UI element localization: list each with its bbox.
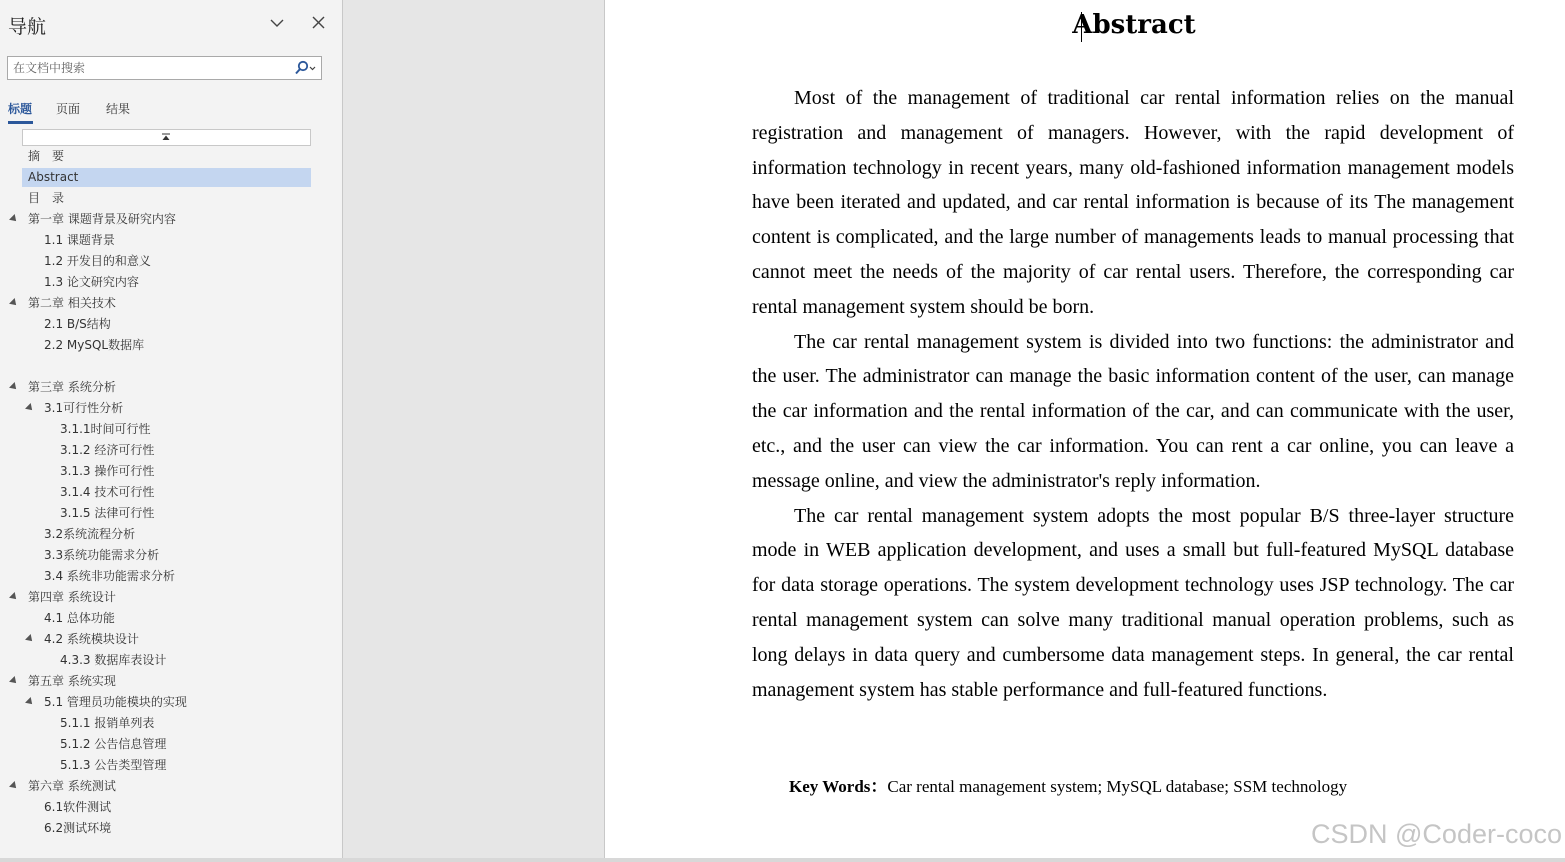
watermark: CSDN @Coder-coco: [1311, 819, 1562, 849]
toc-item-label: 第五章 系统实现: [28, 674, 116, 688]
nav-pane-title: 导航: [8, 16, 47, 38]
nav-close-button[interactable]: [308, 12, 330, 34]
toc-item[interactable]: [22, 294, 311, 313]
toc-item[interactable]: [22, 504, 311, 523]
toc-item[interactable]: [22, 546, 311, 565]
toc-item[interactable]: [22, 567, 311, 586]
toc-item[interactable]: [22, 651, 311, 670]
expand-triangle-icon[interactable]: [9, 592, 19, 602]
toc-item-label: 1.3 论文研究内容: [44, 275, 139, 289]
toc-item[interactable]: [22, 693, 311, 712]
toc-item-label: 5.1.3 公告类型管理: [60, 758, 167, 772]
toc-item-label: 5.1 管理员功能模块的实现: [44, 695, 187, 709]
toc-item[interactable]: [22, 315, 311, 334]
toc-item-label: 第一章 课题背景及研究内容: [28, 212, 176, 226]
keywords-line: [789, 772, 1347, 797]
toc-item[interactable]: [22, 378, 311, 397]
toc-item[interactable]: [22, 420, 311, 439]
toc-item[interactable]: [22, 756, 311, 775]
toc-item-label: 第四章 系统设计: [28, 590, 116, 604]
toc-item-label: Abstract: [28, 170, 79, 184]
toc-item-label: 3.1可行性分析: [44, 401, 124, 415]
toc-item[interactable]: [22, 630, 311, 649]
toc-item-label: 3.3系统功能需求分析: [44, 548, 160, 562]
toc-item-label: 5.1.2 公告信息管理: [60, 737, 167, 751]
toc-item-label: 6.2测试环境: [44, 821, 112, 835]
toc-item[interactable]: [22, 210, 311, 229]
toc-item-label: 4.2 系统模块设计: [44, 632, 139, 646]
toc-item[interactable]: [22, 777, 311, 796]
toc-item[interactable]: [22, 819, 311, 838]
expand-triangle-icon[interactable]: [25, 403, 35, 413]
toc-item-label: 2.2 MySQL数据库: [44, 338, 145, 352]
toc-item[interactable]: [22, 483, 311, 502]
tab-active-indicator: [8, 121, 33, 124]
toc-item-label: 摘 要: [28, 149, 65, 163]
tab-pages[interactable]: 页面: [56, 102, 81, 116]
keywords-text: Car rental management system; MySQL database; SSM technology: [887, 777, 1348, 796]
toc-item[interactable]: [22, 735, 311, 754]
toc-item[interactable]: [22, 252, 311, 271]
toc-item-label: 第三章 系统分析: [28, 380, 116, 394]
toc-item-label: 5.1.1 报销单列表: [60, 716, 155, 730]
toc-item-label: 1.2 开发目的和意义: [44, 254, 151, 268]
collapse-up-icon: [161, 133, 171, 142]
document-canvas-background: [343, 0, 603, 858]
bottom-border: [0, 858, 1565, 862]
toc-item-label: 3.1.2 经济可行性: [60, 443, 155, 457]
tab-headings[interactable]: 标题: [8, 102, 33, 116]
chevron-down-icon: [266, 12, 288, 34]
toc-item[interactable]: [22, 399, 311, 418]
expand-triangle-icon[interactable]: [9, 676, 19, 686]
expand-triangle-icon[interactable]: [25, 634, 35, 644]
expand-triangle-icon[interactable]: [9, 298, 19, 308]
close-icon: [308, 12, 330, 34]
nav-options-button[interactable]: [266, 12, 288, 34]
keywords-label: Key Words：: [789, 777, 888, 796]
toc-item-label: 2.1 B/S结构: [44, 317, 111, 331]
toc-item-label: 3.1.5 法律可行性: [60, 506, 155, 520]
page-title: Abstract: [1072, 10, 1196, 40]
document-page[interactable]: [604, 0, 1565, 858]
collapse-headings-button[interactable]: [22, 129, 311, 146]
toc-item-selected[interactable]: [22, 168, 311, 187]
abstract-paragraph-2: The car rental management system is divided into two functions: the administrator and the user. The administrator can manage the basic information content of the user, can manage the car information and the rental information of the car, and can communicate with the user, etc., and the user can view the car information. You can rent a car online, you can leave a message online, and view the administrator's reply information.: [752, 330, 1514, 492]
toc-item[interactable]: [22, 609, 311, 628]
search-icon: [293, 59, 319, 77]
toc-item[interactable]: [22, 189, 311, 208]
toc-item[interactable]: [22, 672, 311, 691]
toc-item-label: 4.3.3 数据库表设计: [60, 653, 167, 667]
abstract-body: [752, 81, 1514, 707]
expand-triangle-icon[interactable]: [9, 781, 19, 791]
toc-item: [22, 357, 311, 376]
search-input[interactable]: [13, 59, 283, 77]
toc-item[interactable]: [22, 231, 311, 250]
expand-triangle-icon[interactable]: [25, 697, 35, 707]
toc-item-label: 3.1.4 技术可行性: [60, 485, 155, 499]
abstract-paragraph-1: Most of the management of traditional car rental information relies on the manual registration and management of managers. However, with the rapid development of information technology in recent years, many old-fashioned information management models have been iterated and updated, and car rental information is because of its The management content is complicated, and the large number of managements leads to manual processing that cannot meet the needs of the majority of car rental users. Therefore, the corresponding car rental management system should be born.: [752, 87, 1514, 318]
search-button[interactable]: [293, 59, 319, 77]
toc-item[interactable]: [22, 273, 311, 292]
toc-item[interactable]: [22, 147, 311, 166]
toc-item-label: 1.1 课题背景: [44, 233, 115, 247]
toc-item[interactable]: [22, 462, 311, 481]
toc-item[interactable]: [22, 588, 311, 607]
toc-item-label: 3.2系统流程分析: [44, 527, 136, 541]
toc-item[interactable]: [22, 798, 311, 817]
toc-item-label: 目 录: [28, 191, 65, 205]
toc-item-label: 6.1软件测试: [44, 800, 112, 814]
toc-item-label: 3.4 系统非功能需求分析: [44, 569, 175, 583]
toc-item[interactable]: [22, 714, 311, 733]
search-box: [7, 56, 322, 80]
toc-item-label: 第六章 系统测试: [28, 779, 116, 793]
toc-item-label: 第二章 相关技术: [28, 296, 116, 310]
toc-item-label: 3.1.3 操作可行性: [60, 464, 155, 478]
toc-item-label: 3.1.1时间可行性: [60, 422, 151, 436]
expand-triangle-icon[interactable]: [9, 382, 19, 392]
abstract-paragraph-3: The car rental management system adopts the most popular B/S three-layer structure mode in WEB application development, and uses a small but full-featured MySQL database for data storage operations. The system development technology uses JSP technology. The car rental management system can solve many traditional manual operation problems, such as long delays in data query and cumbersome data management steps. In general, the car rental management system has stable performance and full-featured functions.: [752, 504, 1514, 701]
tab-results[interactable]: 结果: [106, 102, 131, 116]
expand-triangle-icon[interactable]: [9, 214, 19, 224]
navigation-pane: [0, 0, 343, 858]
toc-item-label: 4.1 总体功能: [44, 611, 115, 625]
toc-item[interactable]: [22, 336, 311, 355]
toc-item[interactable]: [22, 441, 311, 460]
toc-item[interactable]: [22, 525, 311, 544]
